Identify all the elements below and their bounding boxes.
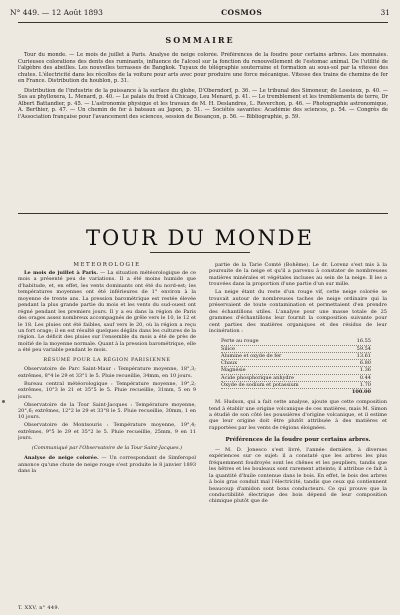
- table-value: 16.55: [356, 338, 371, 345]
- lightning-paragraph: — M. D. Jonesco s'est livré, l'année dernière, à diverses expériences sur ce sujet: il a constaté que les arbres les plus fréquemment foudroyés sont les chênes et les peupliers, tandis que les hêtres et les bouleaux sont rarement atteints; il attribue ce fait à la quantité d'huile contenue dans le bois. En effet, le bois des arbres à bois gras conduit mal l'électricité, tandis que ceux qui contiennent beaucoup d'amidon sont bons conducteurs. Ce qui prouve que la conductibilité électrique des bois dépend de leur composition chimique plutôt que de: [209, 446, 387, 505]
- snow-lead: Analyse de neige colorée.: [24, 455, 99, 462]
- table-value: 1.70: [359, 381, 371, 388]
- sommaire-paragraph: Distribution de l'industrie de la puissance à la surface du globe, D'Oberndorf, p. 36. — Le tribunal des Simoneur, de Lossieux, p. 40. — Sus au phylloxera, L. Menard, p. 40. — Le palais du froid à Chicago, Leu Menard, p. 41. — Le tremblement et les tremblements de terre, Dr Albert Battandier, p. 45. — L'astronomie physique et les travaux de M. H. Deslandres, L. Reverchon, p. 46. — Photographie astronomique, A. Berthier, p. 47. — Un chemin de fer à bateaux au Japon, p. 51. — Sociétés savantes: Académie des sciences, p. 54. — Congrès de l'Association française pour l'avancement des sciences, session de Besançon, p. 56. — Bibliographie, p. 59.: [18, 87, 388, 120]
- analysis-table: [221, 338, 371, 395]
- table-row: [221, 382, 371, 389]
- right-column: [209, 262, 387, 608]
- page-header: [10, 8, 390, 18]
- volume-footer: T. XXV, n° 449.: [18, 605, 60, 611]
- sommaire-paragraph: Tour du monde. — Le mois de juillet à Paris. Analyse de neige colorée. Préférences de la foudre pour certains arbres. Les monnaies. Curieuses colorations des dents des ruminants, influence de l'alcool sur la fonction du renouvellement de l'estomac animal. De l'utilité de l'algèbre des abeilles. Les nouvelles terrasses de Bangkok. Tuyaux de télégraphie souterraine et formation au sous-sol par la vitesse des chutes. L'électricité dans les récoltes de la voiture pour arts avec pour produire une force mécanique. Vitesse des trains de chemins de fer en France. Distribution du houblon, p. 31.: [18, 52, 388, 84]
- intro-text: — La situation météorologique de ce mois a présenté peu de variations. Il a été moins humide que d'habitude, et, en effet, les vents dominants ont été du nord-est; les températures moyennes ont été inférieures de 1° environ à la moyenne de trente ans. La pression barométrique est restée élevée pendant la plus grande partie du mois et les vents du sud-ouest ont régné pendant les premiers jours. Il y a eu dans la région de Paris des orages assez nombreux accompagnés de grêle vers le 10, le 12 et le 18. Les pluies ont été faibles, sauf vers le 20, où la région a reçu un fort orage; il en est résulté quelques dégâts dans les cultures de la région. Le déficit des pluies sur l'ensemble du mois a été de près de moitié de la moyenne normale. Quant à la pression barométrique, elle a été peu variable pendant le mois.: [18, 269, 196, 354]
- header-rule: [18, 22, 388, 23]
- table-row: [221, 375, 371, 382]
- table-row: [221, 346, 371, 353]
- intro-paragraph: [18, 270, 196, 354]
- table-label: Alumine et oxyde de fer: [221, 352, 282, 359]
- table-row: [221, 338, 371, 345]
- table-row: [221, 367, 371, 374]
- analysis-paragraph: La neige étant du reste d'un rouge vif, cette neige colorée se trouvait autour de nombreuses taches de neige ordinaire qui la préservaient de toute contamination et permettaient d'en prendre des échantillons utiles. L'analyse pour une masse totale de 25 grammes d'échantillons leur fournit la composition suivante pour cent parties des matières organiques et des résidus de leur incinération :: [209, 289, 387, 335]
- article-heading: Préférences de la foudre pour certains arbres.: [225, 437, 371, 444]
- table-label: Oxyde de sodium et potassium: [221, 381, 299, 388]
- table-total: 100.00: [351, 388, 371, 395]
- left-column: [18, 262, 196, 608]
- section-rule-top: [18, 213, 388, 214]
- table-label: Silice: [221, 345, 235, 352]
- station-paragraph: Observatoire de la Tour Saint-Jacques : Température moyenne, 20°,6; extrêmes, 12°2 le 29 et 33°8 le 5. Pluie recueillie, 30mm, 1 en 10 jours.: [18, 401, 196, 421]
- table-value: 6.80: [359, 360, 371, 367]
- margin-mark: [2, 400, 5, 403]
- snow-paragraph: [18, 455, 196, 474]
- table-value: 0.44: [359, 374, 371, 381]
- station-paragraph: Observatoire de Parc Saint-Maur : Température moyenne, 18°,3; extrêmes, 8°4 le 29 et 33°1 le 5. Pluie recueillie, 34mm, en 10 jours.: [18, 366, 196, 379]
- table-value: 1.36: [359, 367, 371, 374]
- snow-text: — Un correspondant de Simferopol annonce qu'une chute de neige rouge s'est produite le 8 janvier 1893 dans la: [18, 455, 196, 475]
- table-row: [221, 353, 371, 360]
- sommaire-body: [18, 52, 388, 208]
- table-value: 59.54: [356, 345, 371, 352]
- main-title: TOUR DU MONDE: [86, 226, 314, 250]
- commentary-paragraph: M. Hudson, qui a fait cette analyse, ajoute que cette composition tend à établir une origine volcanique de ces matières, mais M. Simon a étudié de son côté les poussières d'origine volcanique, et il estime que leur origine doit être plutôt attribuée à des matières et rapportées par les vents de régions éloignées.: [209, 399, 387, 431]
- table-label: Perte au rouge: [221, 338, 259, 345]
- station-paragraph: Bureau central météorologique : Température moyenne, 19°,2; extrêmes, 10°3 le 21 et 35°5 le 5. Pluie recueillie, 31mm, 5 en 9 jours.: [18, 380, 196, 400]
- intro-lead: Le mois de juillet à Paris.: [24, 269, 98, 276]
- continuation-paragraph: partie de la Tarie Comté (Bohême). Le dr. Lorenz s'est mis à la poursuite de la neige et qu'il a parvenu à constater de nombreuses matières minérales et végétales incluses au sein de la neige. Il les a trouvées dans la proportion d'une partie d'un sur mille.: [209, 262, 387, 288]
- table-label: Acide phosphorique anhydre: [221, 374, 294, 381]
- station-paragraph: Observatoire de Montsouris : Température moyenne, 19°,4; extrêmes, 9°5 le 29 et 35°2 le 5. Pluie recueillie, 25mm, 9 en 11 jours.: [18, 422, 196, 442]
- table-total-row: [221, 389, 371, 395]
- journal-name: COSMOS: [221, 8, 263, 17]
- table-value: 13.61: [356, 352, 371, 359]
- title-underline: [150, 252, 250, 253]
- section-heading: MÉTÉOROLOGIE: [73, 262, 141, 268]
- source-note: (Communiqué par l'Observatoire de la Tour Saint-Jacques.): [31, 444, 183, 451]
- table-label: Magnésie: [221, 367, 246, 374]
- page-number: 31: [380, 8, 390, 17]
- table-label: Chaux: [221, 360, 238, 367]
- issue-number: N° 449. — 12 Août 1893: [10, 8, 103, 17]
- subsection-heading: RÉSUMÉ POUR LA RÉGION PARISIENNE: [43, 356, 171, 363]
- sommaire-title: SOMMAIRE: [165, 35, 235, 45]
